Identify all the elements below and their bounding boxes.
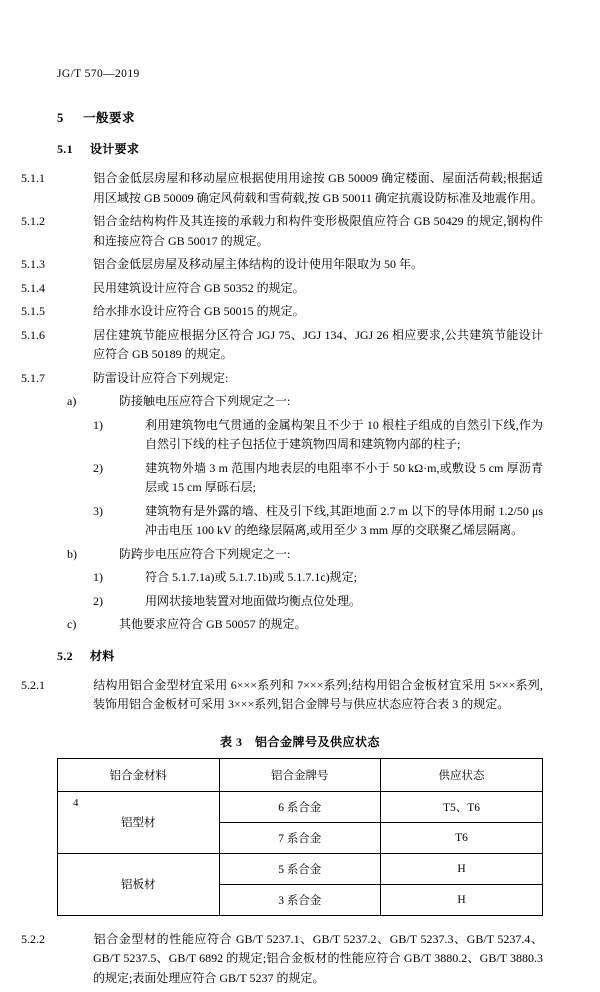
section-number-5: 5 [57,111,64,125]
section-number-5-1: 5.1 [57,142,73,156]
clause-5-1-7-a-1 [57,416,543,455]
clause-text-5-1-7-a-3: 建筑物有是外露的墙、柱及引下线,其距地面 2.7 m 以下的导体用耐 1.2/50 μs 冲击电压 100 kV 的绝缘层隔离,或用至少 3 mm 厚的交联聚乙烯层隔离。 [145,503,543,537]
clause-number-5-1-4: 5.1.4 [21,280,45,295]
clause-number-5-2-1: 5.2.1 [21,677,45,692]
table-3-caption: 表 3 铝合金牌号及供应状态 [219,734,380,749]
clause-text-5-1-2: 铝合金结构构件及其连接的承载力和构件变形极限值应符合 GB 50429 的规定,钢构件和连接应符合 GB 50017 的规定。 [93,214,543,248]
clause-text-5-1-7-b: 防跨步电压应符合下列规定之一: [119,546,291,561]
table-header-row [58,758,543,791]
clause-text-5-2-1: 结构用铝合金型材宜采用 6×××系列和 7×××系列;结构用铝合金板材宜采用 5×××系列,装饰用铝合金板材可采用 3×××系列,铝合金牌号与供应状态应符合表 3 的规定。 [93,677,543,711]
clause-text-5-1-7-a-1: 利用建筑物电气贯通的金属构架且不少于 10 根柱子组成的自然引下线,作为自然引下线的柱子包括位于建筑物四周和建筑物内部的柱子; [145,417,543,451]
list-marker-a-2: 2) [93,460,103,475]
clause-number-5-1-7: 5.1.7 [21,370,45,385]
clause-5-1-5 [21,302,543,322]
page-number: 4 [73,797,79,809]
clause-5-1-6 [21,326,543,365]
clause-5-1-7-c [57,615,543,635]
table-cell-state: H [381,853,543,884]
clause-text-5-1-5: 给水排水设计应符合 GB 50015 的规定。 [93,304,305,318]
clause-5-1-7-b [57,545,543,565]
clause-number-5-1-1: 5.1.1 [21,171,45,185]
list-marker-a-1: 1) [93,417,103,432]
clause-text-5-1-7-c: 其他要求应符合 GB 50057 的规定。 [119,617,307,631]
table-cell-material: 铝型材 [58,791,220,853]
table-cell-material: 铝板材 [58,853,220,915]
clause-number-5-1-2: 5.1.2 [21,214,45,228]
list-marker-a-3: 3) [93,503,103,518]
clause-number-5-1-6: 5.1.6 [21,327,45,342]
clause-text-5-1-4: 民用建筑设计应符合 GB 50352 的规定。 [93,280,305,295]
table-row [58,791,543,822]
clause-text-5-1-1: 铝合金低层房屋和移动屋应根据使用用途按 GB 50009 确定楼面、屋面活荷载;根据适用区域按 GB 50009 确定风荷载和雪荷载,按 GB 50011 确定抗震设防标准及地震作用。 [93,171,543,205]
section-number-5-2: 5.2 [57,648,73,663]
table-header-material: 铝合金材料 [58,758,220,791]
clause-text-5-1-3: 铝合金低层房屋及移动屋主体结构的设计使用年限取为 50 年。 [93,257,424,271]
section-title-5-2: 材料 [90,648,115,663]
clause-5-2-2 [21,930,543,989]
clause-text-5-1-7-a-2: 建筑物外墙 3 m 范围内地表层的电阻率不小于 50 kΩ·m,或敷设 5 cm 厚沥青层或 15 cm 厚砾石层; [145,460,543,494]
section-heading-5 [57,108,543,126]
table-cell-state: T6 [381,822,543,853]
clause-number-5-1-5: 5.1.5 [21,304,45,318]
clause-5-1-7 [21,369,543,389]
table-row [58,853,543,884]
clause-number-5-1-3: 5.1.3 [21,257,45,271]
clause-number-5-2-2: 5.2.2 [21,931,45,946]
clause-5-2-1 [21,676,543,715]
table-3 [57,758,543,916]
table-cell-grade: 6 系合金 [219,791,381,822]
clause-5-1-1 [21,169,543,208]
list-marker-c: c) [67,617,77,631]
list-marker-b-1: 1) [93,570,103,584]
table-header-grade: 铝合金牌号 [219,758,381,791]
table-cell-grade: 3 系合金 [219,884,381,915]
list-marker-a: a) [67,394,77,408]
section-heading-5-2 [57,647,543,664]
clause-text-5-2-2: 铝合金型材的性能应符合 GB/T 5237.1、GB/T 5237.2、GB/T 5237.3、GB/T 5237.4、GB/T 5237.5、GB/T 6892 的规定;铝合金板材的性能应符合 GB/T 3880.2、GB/T 3880.3 的规定;表面处理应符合 GB/T 5237 的规定。 [93,931,543,985]
page-header: JG/T 570—2019 [57,68,140,80]
table-cell-state: H [381,884,543,915]
clause-5-1-7-a-3 [57,502,543,541]
clause-text-5-1-7-a: 防接触电压应符合下列规定之一: [119,394,291,408]
table-header-state: 供应状态 [381,758,543,791]
clause-5-1-2 [21,212,543,251]
table-cell-grade: 7 系合金 [219,822,381,853]
clause-text-5-1-7-b-1: 符合 5.1.7.1a)或 5.1.7.1b)或 5.1.7.1c)规定; [145,570,357,584]
section-title-5-1: 设计要求 [90,142,140,156]
clause-text-5-1-7: 防雷设计应符合下列规定: [93,370,229,385]
section-heading-5-1 [57,140,543,157]
clause-5-1-7-b-1 [57,568,543,588]
section-title-5: 一般要求 [83,111,136,125]
list-marker-b-2: 2) [93,593,103,608]
clause-5-1-7-a [57,392,543,412]
clause-text-5-1-7-b-2: 用网状接地装置对地面做均衡点位处理。 [145,593,362,608]
document-body [21,108,543,992]
clause-text-5-1-6: 居住建筑节能应根据分区符合 JGJ 75、JGJ 134、JGJ 26 相应要求,公共建筑节能设计应符合 GB 50189 的规定。 [93,327,543,361]
list-marker-b: b) [67,546,77,561]
clause-5-1-4 [21,279,543,299]
clause-5-1-3 [21,255,543,275]
clause-5-1-7-a-2 [57,459,543,498]
clause-5-1-7-b-2 [57,592,543,612]
table-cell-grade: 5 系合金 [219,853,381,884]
table-cell-state: T5、T6 [381,791,543,822]
